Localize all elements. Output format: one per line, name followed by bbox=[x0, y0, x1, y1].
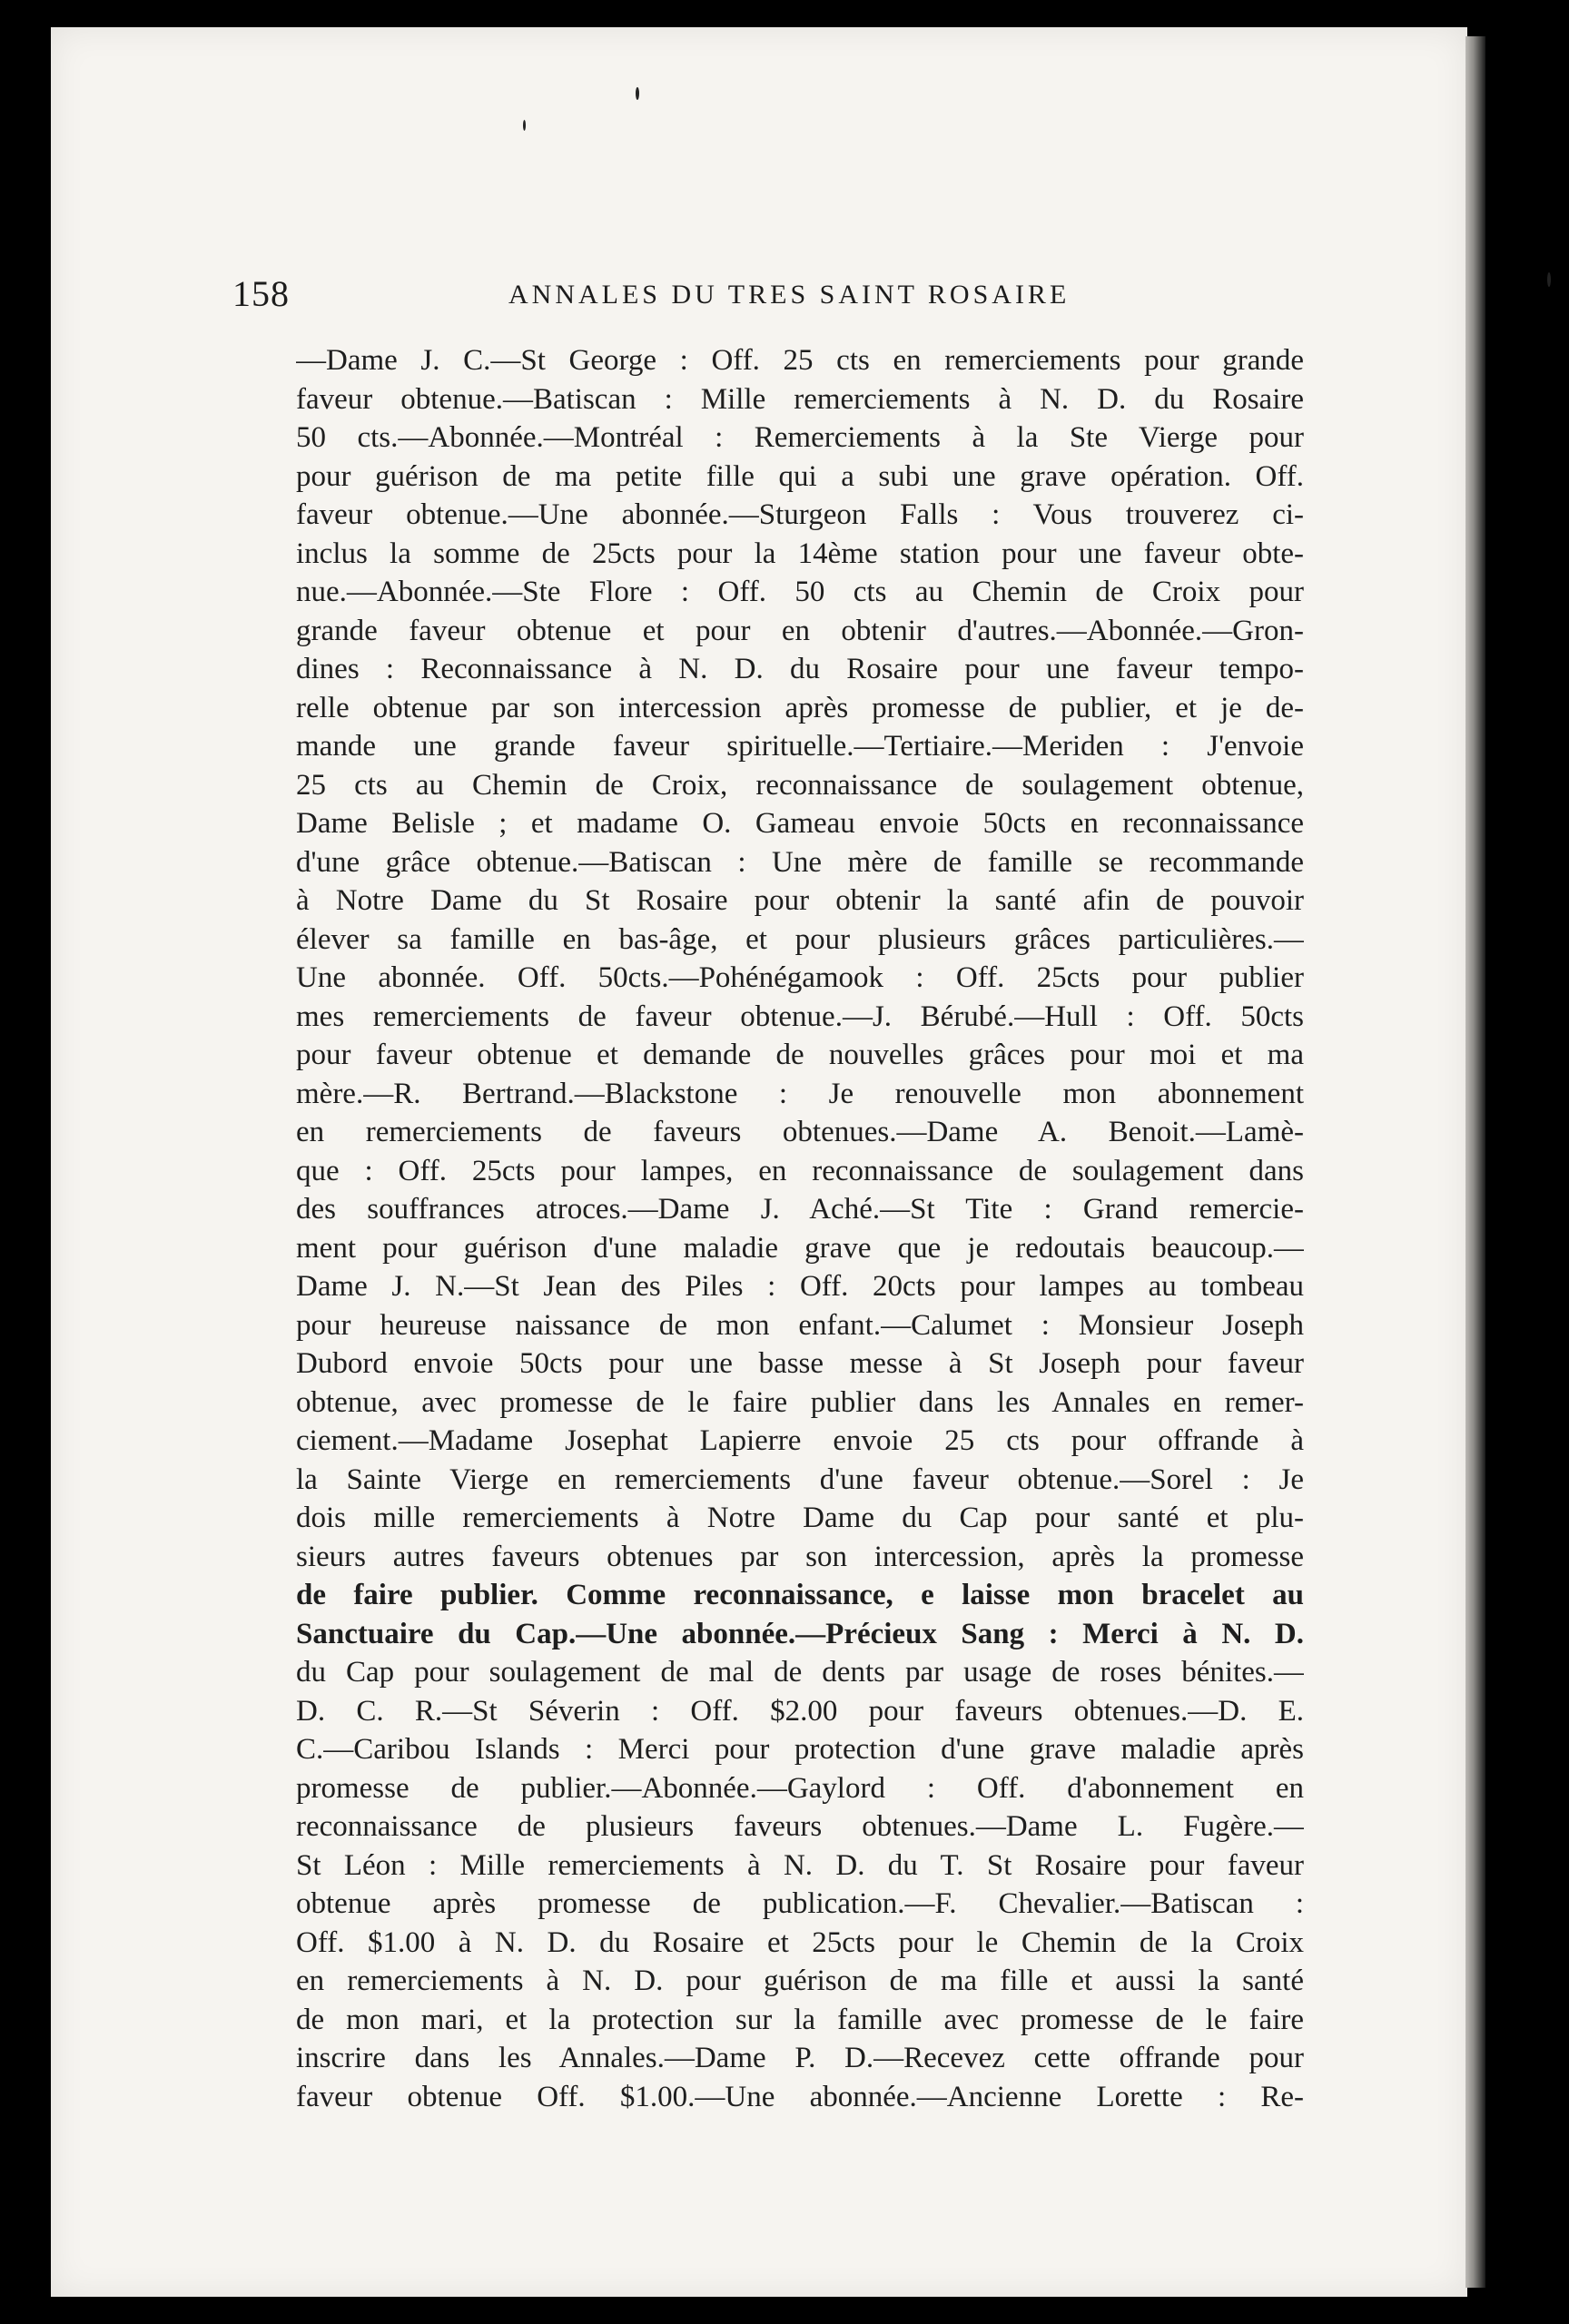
page-number: 158 bbox=[232, 273, 290, 314]
text-line: faveur obtenue.—Une abonnée.—Sturgeon Falls : Vous trouverez ci- bbox=[296, 498, 1304, 531]
text-line: dois mille remerciements à Notre Dame du Cap pour santé et plu- bbox=[296, 1502, 1304, 1534]
text-line: faveur obtenue Off. $1.00.—Une abonnée.—Ancienne Lorette : Re- bbox=[296, 2080, 1304, 2113]
text-line: faveur obtenue.—Batiscan : Mille remerciements à N. D. du Rosaire bbox=[296, 382, 1304, 416]
text-line: à Notre Dame du St Rosaire pour obtenir la santé afin de pouvoir bbox=[296, 884, 1304, 917]
text-line: —Dame J. C.—St George : Off. 25 cts en remerciements pour grande bbox=[296, 344, 1304, 377]
text-line: la Sainte Vierge en remerciements d'une faveur obtenue.—Sorel : Je bbox=[296, 1462, 1304, 1496]
text-line: 50 cts.—Abonnée.—Montréal : Remerciements à la Ste Vierge pour bbox=[296, 421, 1304, 454]
scan-speck bbox=[1547, 272, 1551, 287]
text-line: des souffrances atroces.—Dame J. Aché.—St Tite : Grand remercie- bbox=[296, 1193, 1304, 1226]
text-line: du Cap pour soulagement de mal de dents par usage de roses bénites.— bbox=[296, 1656, 1304, 1689]
text-line: Une abonnée. Off. 50cts.—Pohénégamook : Off. 25cts pour publier bbox=[296, 961, 1304, 994]
text-line: Dame Belisle ; et madame O. Gameau envoie 50cts en reconnaissance bbox=[296, 807, 1304, 840]
text-line: mes remerciements de faveur obtenue.—J. Bérubé.—Hull : Off. 50cts bbox=[296, 1000, 1304, 1033]
text-line: obtenue, avec promesse de le faire publier dans les Annales en remer- bbox=[296, 1385, 1304, 1419]
text-line: mande une grande faveur spirituelle.—Tertiaire.—Meriden : J'envoie bbox=[296, 730, 1304, 763]
text-line: nue.—Abonnée.—Ste Flore : Off. 50 cts au Chemin de Croix pour bbox=[296, 576, 1304, 608]
text-line: Dame J. N.—St Jean des Piles : Off. 20cts pour lampes au tombeau bbox=[296, 1270, 1304, 1303]
text-line: promesse de publier.—Abonnée.—Gaylord : Off. d'abonnement en bbox=[296, 1771, 1304, 1805]
text-line: pour heureuse naissance de mon enfant.—Calumet : Monsieur Joseph bbox=[296, 1308, 1304, 1342]
text-line: de mon mari, et la protection sur la famille avec promesse de le faire bbox=[296, 2003, 1304, 2036]
text-line: obtenue après promesse de publication.—F. Chevalier.—Batiscan : bbox=[296, 1887, 1304, 1920]
text-line: Dubord envoie 50cts pour une basse messe à St Joseph pour faveur bbox=[296, 1347, 1304, 1380]
text-line: grande faveur obtenue et pour en obtenir d'autres.—Abonnée.—Gron- bbox=[296, 614, 1304, 647]
text-line: C.—Caribou Islands : Merci pour protection d'une grave maladie après bbox=[296, 1733, 1304, 1766]
text-line: sieurs autres faveurs obtenues par son intercession, après la promesse bbox=[296, 1540, 1304, 1573]
text-line: Sanctuaire du Cap.—Une abonnée.—Précieux Sang : Merci à N. D. bbox=[296, 1617, 1304, 1650]
page-header bbox=[232, 272, 1322, 327]
text-line: St Léon : Mille remerciements à N. D. du T. St Rosaire pour faveur bbox=[296, 1848, 1304, 1882]
text-line: inclus la somme de 25cts pour la 14ème station pour une faveur obte- bbox=[296, 537, 1304, 570]
text-line: Off. $1.00 à N. D. du Rosaire et 25cts pour le Chemin de la Croix bbox=[296, 1925, 1304, 1959]
text-line: pour faveur obtenue et demande de nouvelles grâces pour moi et ma bbox=[296, 1039, 1304, 1071]
text-line: pour guérison de ma petite fille qui a subi une grave opération. Off. bbox=[296, 459, 1304, 493]
text-line: dines : Reconnaissance à N. D. du Rosaire pour une faveur tempo- bbox=[296, 653, 1304, 685]
text-line: que : Off. 25cts pour lampes, en reconnaissance de soulagement dans bbox=[296, 1154, 1304, 1187]
text-line: D. C. R.—St Séverin : Off. $2.00 pour faveurs obtenues.—D. E. bbox=[296, 1694, 1304, 1728]
text-line: d'une grâce obtenue.—Batiscan : Une mère de famille se recommande bbox=[296, 845, 1304, 879]
text-line: en remerciements à N. D. pour guérison de ma fille et aussi la santé bbox=[296, 1965, 1304, 1997]
text-line: relle obtenue par son intercession après promesse de publier, et je de- bbox=[296, 691, 1304, 724]
book-spine bbox=[1465, 36, 1485, 2288]
text-line: en remerciements de faveurs obtenues.—Dame A. Benoit.—Lamè- bbox=[296, 1116, 1304, 1148]
text-line: inscrire dans les Annales.—Dame P. D.—Recevez cette offrande pour bbox=[296, 2042, 1304, 2074]
text-line: reconnaissance de plusieurs faveurs obtenues.—Dame L. Fugère.— bbox=[296, 1810, 1304, 1843]
text-line: de faire publier. Comme reconnaissance, e laisse mon bracelet au bbox=[296, 1579, 1304, 1611]
text-line: ciement.—Madame Josephat Lapierre envoie 25 cts pour offrande à bbox=[296, 1424, 1304, 1457]
text-line: élever sa famille en bas-âge, et pour plusieurs grâces particulières.— bbox=[296, 922, 1304, 956]
body-text bbox=[296, 341, 1304, 2116]
text-line: mère.—R. Bertrand.—Blackstone : Je renouvelle mon abonnement bbox=[296, 1077, 1304, 1110]
text-line: 25 cts au Chemin de Croix, reconnaissance de soulagement obtenue, bbox=[296, 768, 1304, 802]
scan-speck bbox=[523, 120, 526, 131]
text-line: ment pour guérison d'une maladie grave que je redoutais beaucoup.— bbox=[296, 1231, 1304, 1265]
running-head: ANNALES DU TRES SAINT ROSAIRE bbox=[508, 280, 1071, 310]
scan-speck bbox=[636, 87, 639, 100]
